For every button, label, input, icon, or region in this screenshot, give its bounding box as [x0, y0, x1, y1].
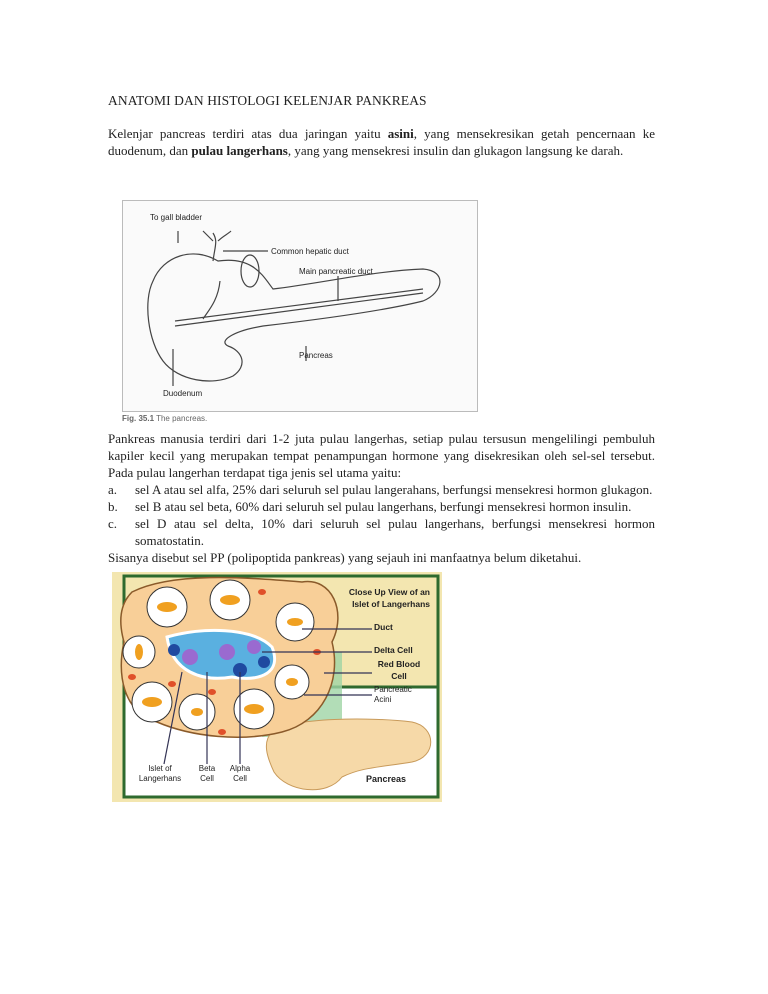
page-title: ANATOMI DAN HISTOLOGI KELENJAR PANKREAS: [108, 93, 427, 108]
label-line: Acini: [374, 695, 392, 704]
label-pancreas: Pancreas: [299, 351, 333, 360]
list-text: sel B atau sel beta, 60% dari seluruh sel pulau langerhans, berfungi mensekresi hormon insulin.: [135, 499, 632, 514]
cell-type-list: [108, 481, 655, 549]
list-text: sel A atau sel alfa, 25% dari seluruh sel pulau langerahans, berfungsi mensekresi hormon glukagon.: [135, 482, 653, 497]
list-marker: a.: [108, 482, 118, 497]
label-duct: Duct: [374, 622, 393, 632]
intro-text: , yang yang mensekresi insulin dan glukagon langsung ke darah.: [287, 143, 624, 158]
label-delta-cell: Delta Cell: [374, 645, 413, 655]
body-section: [108, 430, 655, 802]
label-line: Cell: [200, 774, 214, 783]
label-pancreatic-acini: [374, 685, 412, 705]
figure1-caption: [122, 414, 207, 423]
intro-text: , yang mensekresikan getah pencernaan ke duodenum, dan: [108, 126, 655, 158]
figure2-title: [322, 586, 430, 610]
label-red-blood-cell: [374, 658, 424, 682]
pancreas-anatomy-figure: [122, 200, 478, 412]
title-line: Islet of Langerhans: [352, 599, 430, 609]
caption-number: Fig. 35.1: [122, 414, 155, 423]
intro-paragraph: [108, 125, 655, 159]
label-line: Cell: [233, 774, 247, 783]
label-line: Islet of: [148, 764, 172, 773]
label-pancreas: Pancreas: [366, 774, 407, 784]
intro-text: Kelenjar pancreas terdiri atas dua jaringan yaitu: [108, 126, 388, 141]
pancreas-drawing: [123, 201, 477, 411]
list-item: [108, 481, 655, 498]
label-line: Red Blood: [377, 659, 421, 669]
label-line: Pancreatic: [374, 685, 412, 694]
list-marker: b.: [108, 499, 118, 514]
caption-text: The pancreas.: [156, 414, 208, 423]
label-beta-cell: [194, 764, 220, 784]
term-pulau-langerhans: pulau langerhans: [191, 143, 288, 158]
label-line: Beta: [198, 764, 216, 773]
label-islet-of-langerhans: [130, 764, 190, 784]
term-asini: asini: [387, 126, 414, 141]
closing-paragraph: Sisanya disebut sel PP (polipoptida pankreas) yang sejauh ini manfaatnya belum diketahui.: [108, 550, 582, 565]
label-main-pancreatic-duct: Main pancreatic duct: [299, 267, 373, 276]
list-item: [108, 498, 655, 515]
label-line: Cell: [391, 671, 407, 681]
list-text: sel D atau sel delta, 10% dari seluruh sel pulau langerhans, berfungsi mensekresi hormon somatostatin.: [135, 516, 655, 548]
list-marker: c.: [108, 516, 118, 531]
label-line: Langerhans: [138, 774, 182, 783]
label-duodenum: Duodenum: [163, 389, 203, 398]
list-item: [108, 515, 655, 549]
islet-of-langerhans-figure: [112, 572, 442, 802]
label-alpha-cell: [224, 764, 256, 784]
label-common-hepatic-duct: Common hepatic duct: [271, 247, 349, 256]
label-to-gall-bladder: To gall bladder: [150, 213, 203, 222]
title-line: Close Up View of an: [348, 587, 430, 597]
body-paragraph: Pankreas manusia terdiri dari 1-2 juta pulau langerhas, setiap pulau tersusun mengelilingi pembuluh kapiler kecil yang merupakan tempat penampungan hormone yang disekresikan oleh sel-sel tersebut. Pada pulau langerhan terdapat tiga jenis sel utama yaitu:: [108, 431, 655, 480]
label-line: Alpha: [229, 764, 251, 773]
